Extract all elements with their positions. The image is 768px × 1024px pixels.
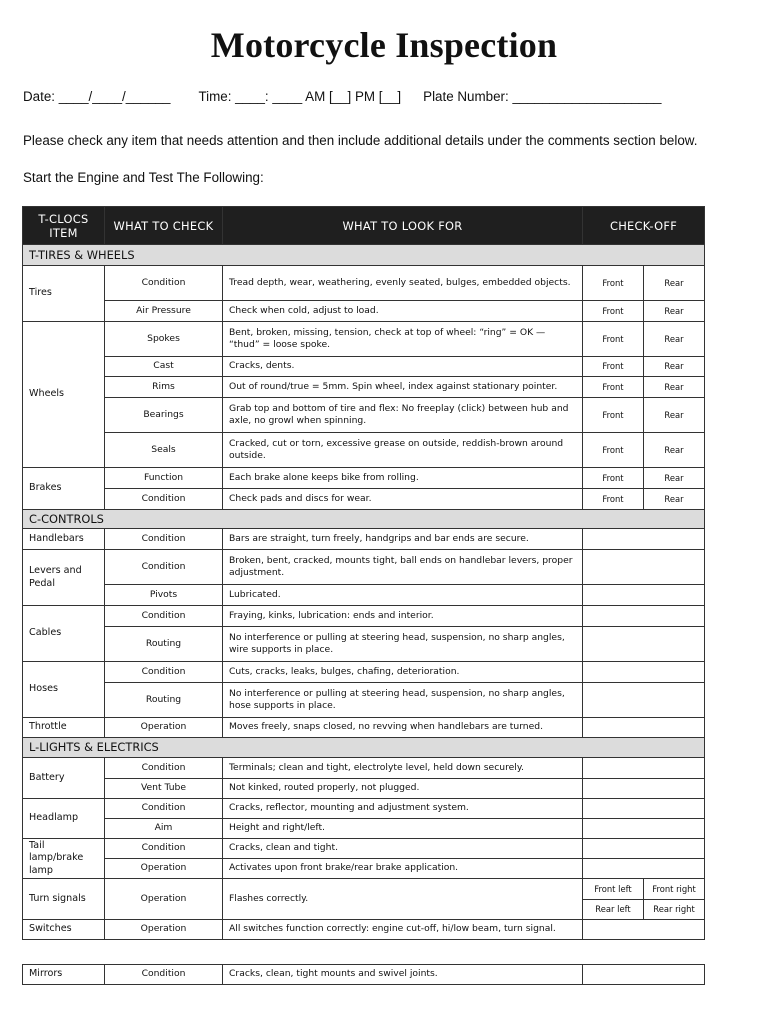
check-cables-condition: Condition xyxy=(105,606,223,627)
item-levers-pedal: Levers and Pedal xyxy=(23,550,105,606)
header-what-to-look-for: WHAT TO LOOK FOR xyxy=(223,207,583,245)
section-controls: C-CONTROLS xyxy=(23,510,705,529)
check-hoses-condition: Condition xyxy=(105,662,223,683)
checkoff-rear[interactable]: Rear xyxy=(644,322,705,357)
look-aim: Height and right/left. xyxy=(223,819,583,839)
item-wheels: Wheels xyxy=(23,322,105,468)
checkoff-box[interactable] xyxy=(583,859,705,879)
checkoff-front[interactable]: Front xyxy=(583,357,644,377)
checkoff-box[interactable] xyxy=(583,606,705,627)
checkoff-rear[interactable]: Rear xyxy=(644,468,705,489)
header-what-to-check: WHAT TO CHECK xyxy=(105,207,223,245)
checkoff-front[interactable]: Front xyxy=(583,398,644,433)
check-pivots: Pivots xyxy=(105,585,223,606)
look-tail-condition: Cracks, clean and tight. xyxy=(223,839,583,859)
checkoff-rear[interactable]: Rear xyxy=(644,266,705,301)
check-mirrors-condition: Condition xyxy=(105,965,223,985)
look-tires-condition: Tread depth, wear, weathering, evenly seated, bulges, embedded objects. xyxy=(223,266,583,301)
section-lights-electrics: L-LIGHTS & ELECTRICS xyxy=(23,738,705,758)
intro-text: Please check any item that needs attention and then include additional details under the comments section below. xyxy=(23,133,698,148)
check-cables-routing: Routing xyxy=(105,627,223,662)
check-tires-condition: Condition xyxy=(105,266,223,301)
header-check-off: CHECK-OFF xyxy=(583,207,705,245)
look-battery-condition: Terminals; clean and tight, electrolyte level, held down securely. xyxy=(223,758,583,779)
checkoff-front-right[interactable]: Front right xyxy=(644,879,705,900)
look-brakes-function: Each brake alone keeps bike from rolling. xyxy=(223,468,583,489)
look-hoses-condition: Cuts, cracks, leaks, bulges, chafing, deterioration. xyxy=(223,662,583,683)
look-handlebars-condition: Bars are straight, turn freely, handgrips and bar ends are secure. xyxy=(223,529,583,550)
look-levers-condition: Broken, bent, cracked, mounts tight, ball ends on handlebar levers, proper adjustment. xyxy=(223,550,583,585)
checkoff-box[interactable] xyxy=(583,662,705,683)
item-switches: Switches xyxy=(23,920,105,940)
item-battery: Battery xyxy=(23,758,105,799)
look-spokes: Bent, broken, missing, tension, check at top of wheel: “ring” = OK — “thud” = loose spoke. xyxy=(223,322,583,357)
checkoff-box[interactable] xyxy=(583,799,705,819)
check-hoses-routing: Routing xyxy=(105,683,223,718)
checkoff-rear-left[interactable]: Rear left xyxy=(583,900,644,920)
check-vent-tube: Vent Tube xyxy=(105,779,223,799)
inspection-table xyxy=(22,206,705,940)
item-handlebars: Handlebars xyxy=(23,529,105,550)
checkoff-rear[interactable]: Rear xyxy=(644,377,705,398)
check-seals: Seals xyxy=(105,433,223,468)
check-switches-operation: Operation xyxy=(105,920,223,940)
check-handlebars-condition: Condition xyxy=(105,529,223,550)
item-throttle: Throttle xyxy=(23,718,105,738)
check-air-pressure: Air Pressure xyxy=(105,301,223,322)
checkoff-front[interactable]: Front xyxy=(583,433,644,468)
checkoff-rear[interactable]: Rear xyxy=(644,398,705,433)
checkoff-front[interactable]: Front xyxy=(583,377,644,398)
check-cast: Cast xyxy=(105,357,223,377)
plate-number-field[interactable]: Plate Number: ____________________ xyxy=(423,89,662,104)
section-tires-wheels: T-TIRES & WHEELS xyxy=(23,245,705,266)
item-turn-signals: Turn signals xyxy=(23,879,105,920)
check-turn-operation: Operation xyxy=(105,879,223,920)
look-cast: Cracks, dents. xyxy=(223,357,583,377)
check-battery-condition: Condition xyxy=(105,758,223,779)
look-vent-tube: Not kinked, routed properly, not plugged. xyxy=(223,779,583,799)
checkoff-box[interactable] xyxy=(583,550,705,585)
look-tail-operation: Activates upon front brake/rear brake application. xyxy=(223,859,583,879)
header-fields xyxy=(23,89,661,104)
item-headlamp: Headlamp xyxy=(23,799,105,839)
look-pivots: Lubricated. xyxy=(223,585,583,606)
look-rims: Out of round/true = 5mm. Spin wheel, index against stationary pointer. xyxy=(223,377,583,398)
check-levers-condition: Condition xyxy=(105,550,223,585)
look-cables-condition: Fraying, kinks, lubrication: ends and interior. xyxy=(223,606,583,627)
check-aim: Aim xyxy=(105,819,223,839)
look-turn-operation: Flashes correctly. xyxy=(223,879,583,920)
check-tail-condition: Condition xyxy=(105,839,223,859)
checkoff-rear[interactable]: Rear xyxy=(644,433,705,468)
check-brakes-function: Function xyxy=(105,468,223,489)
look-air-pressure: Check when cold, adjust to load. xyxy=(223,301,583,322)
item-cables: Cables xyxy=(23,606,105,662)
mirrors-table xyxy=(22,964,705,985)
checkoff-front[interactable]: Front xyxy=(583,322,644,357)
check-throttle-operation: Operation xyxy=(105,718,223,738)
date-field[interactable]: Date: ____/____/______ xyxy=(23,89,171,104)
item-brakes: Brakes xyxy=(23,468,105,510)
look-headlamp-condition: Cracks, reflector, mounting and adjustment system. xyxy=(223,799,583,819)
checkoff-rear[interactable]: Rear xyxy=(644,301,705,322)
checkoff-box[interactable] xyxy=(583,965,705,985)
check-headlamp-condition: Condition xyxy=(105,799,223,819)
checkoff-box[interactable] xyxy=(583,683,705,718)
check-rims: Rims xyxy=(105,377,223,398)
look-switches-operation: All switches function correctly: engine cut-off, hi/low beam, turn signal. xyxy=(223,920,583,940)
check-bearings: Bearings xyxy=(105,398,223,433)
checkoff-box[interactable] xyxy=(583,585,705,606)
checkoff-rear-right[interactable]: Rear right xyxy=(644,900,705,920)
look-cables-routing: No interference or pulling at steering head, suspension, no sharp angles, wire supports in place. xyxy=(223,627,583,662)
instruction-text: Start the Engine and Test The Following: xyxy=(23,170,264,185)
check-spokes: Spokes xyxy=(105,322,223,357)
look-hoses-routing: No interference or pulling at steering head, suspension, no sharp angles, hose supports in place. xyxy=(223,683,583,718)
look-mirrors-condition: Cracks, clean, tight mounts and swivel joints. xyxy=(223,965,583,985)
checkoff-box[interactable] xyxy=(583,819,705,839)
checkoff-front-left[interactable]: Front left xyxy=(583,879,644,900)
look-bearings: Grab top and bottom of tire and flex: No freeplay (click) between hub and axle, no growl when spinning. xyxy=(223,398,583,433)
item-mirrors: Mirrors xyxy=(23,965,105,985)
page-title: Motorcycle Inspection xyxy=(210,25,558,65)
checkoff-front[interactable]: Front xyxy=(583,266,644,301)
time-field[interactable]: Time: ____: ____ AM [__] PM [__] xyxy=(198,89,402,104)
checkoff-box[interactable] xyxy=(583,627,705,662)
item-hoses: Hoses xyxy=(23,662,105,718)
item-tires: Tires xyxy=(23,266,105,322)
look-throttle-operation: Moves freely, snaps closed, no revving when handlebars are turned. xyxy=(223,718,583,738)
checkoff-box[interactable] xyxy=(583,529,705,550)
checkoff-box[interactable] xyxy=(583,758,705,779)
look-brakes-condition: Check pads and discs for wear. xyxy=(223,489,583,510)
checkoff-box[interactable] xyxy=(583,718,705,738)
look-seals: Cracked, cut or torn, excessive grease on outside, reddish-brown around outside. xyxy=(223,433,583,468)
check-tail-operation: Operation xyxy=(105,859,223,879)
item-tail-lamp: Tail lamp/brake lamp xyxy=(23,839,105,879)
check-brakes-condition: Condition xyxy=(105,489,223,510)
checkoff-rear[interactable]: Rear xyxy=(644,489,705,510)
checkoff-box[interactable] xyxy=(583,839,705,859)
checkoff-front[interactable]: Front xyxy=(583,489,644,510)
checkoff-front[interactable]: Front xyxy=(583,468,644,489)
checkoff-box[interactable] xyxy=(583,920,705,940)
header-item: T-CLOCS ITEM xyxy=(23,207,105,245)
checkoff-front[interactable]: Front xyxy=(583,301,644,322)
checkoff-box[interactable] xyxy=(583,779,705,799)
checkoff-rear[interactable]: Rear xyxy=(644,357,705,377)
